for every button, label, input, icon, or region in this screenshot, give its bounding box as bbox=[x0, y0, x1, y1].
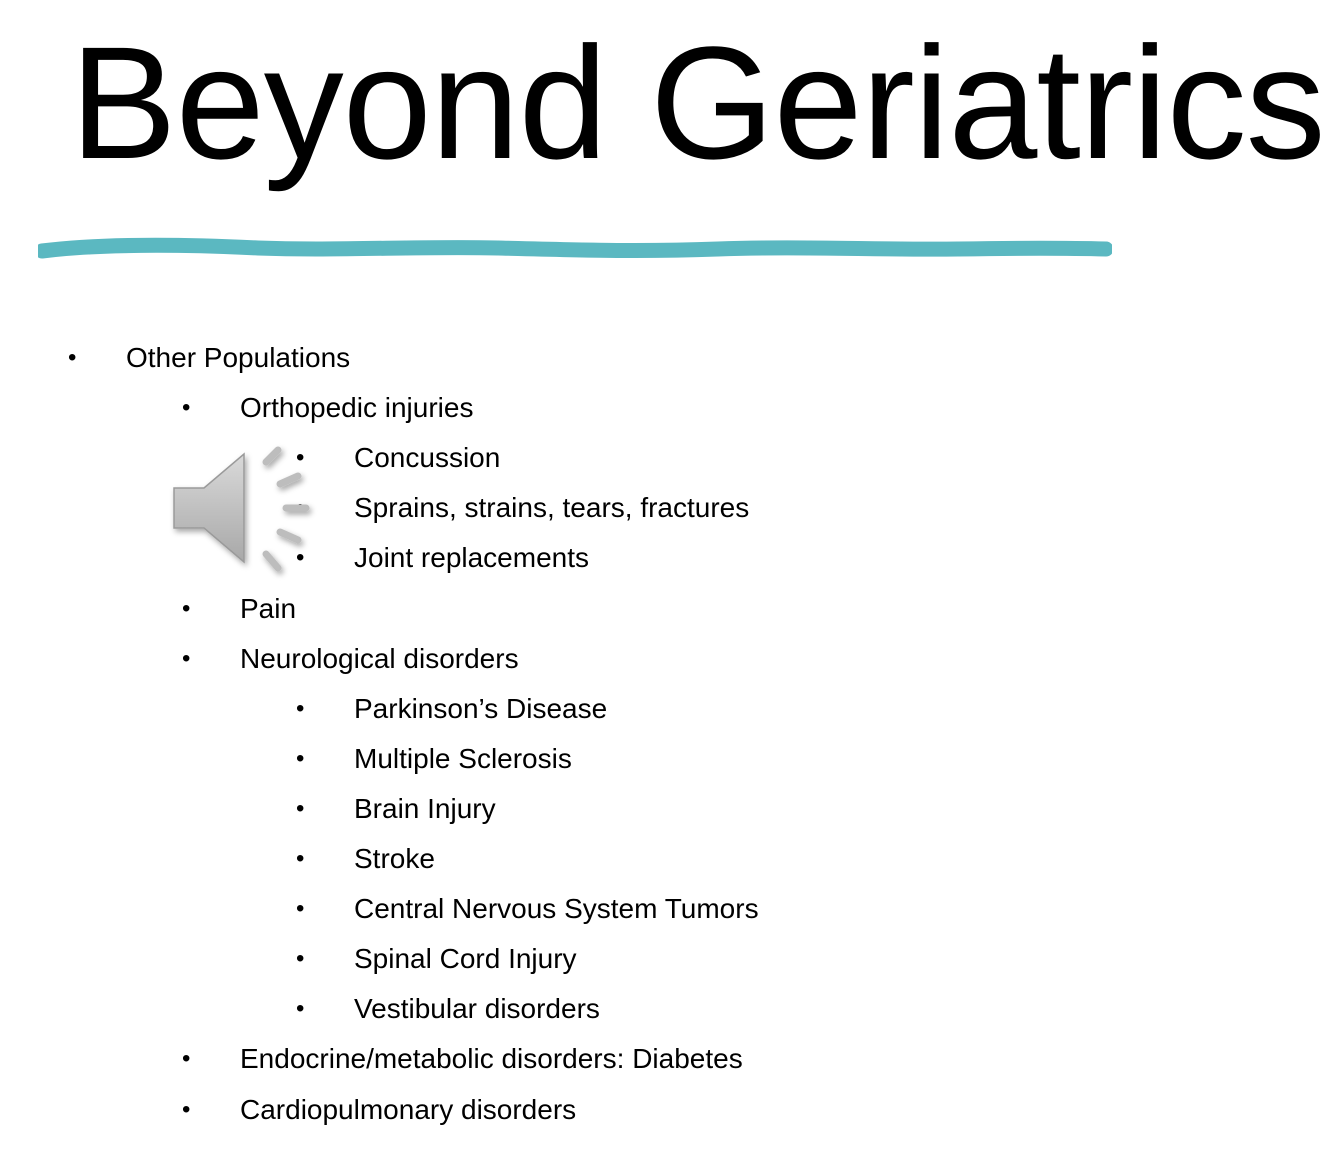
list-item-level-2: Orthopedic injuries bbox=[240, 392, 474, 423]
bullet-marker: • bbox=[182, 394, 191, 421]
bullet-marker: • bbox=[296, 745, 305, 772]
list-item-level-3: Sprains, strains, tears, fractures bbox=[354, 492, 750, 523]
list-item-level-2: Endocrine/metabolic disorders: Diabetes bbox=[240, 1043, 743, 1074]
list-item-level-2: Neurological disorders bbox=[240, 643, 519, 674]
bullet-marker: • bbox=[296, 895, 305, 922]
list-item-level-3: Parkinson’s Disease bbox=[354, 693, 608, 724]
bullet-marker: • bbox=[182, 1045, 191, 1072]
list-item-level-3: Joint replacements bbox=[354, 542, 590, 573]
list-item-level-3: Concussion bbox=[354, 442, 501, 473]
bullet-marker: • bbox=[182, 1096, 191, 1123]
bullet-marker: • bbox=[296, 795, 305, 822]
speaker-icon[interactable] bbox=[160, 440, 320, 590]
bullet-marker: • bbox=[296, 695, 305, 722]
bullet-marker: • bbox=[182, 645, 191, 672]
list-item-level-3: Stroke bbox=[354, 843, 435, 874]
list-item-level-1: Other Populations bbox=[126, 342, 351, 373]
list-item-level-3: Spinal Cord Injury bbox=[354, 943, 577, 974]
bullet-marker: • bbox=[296, 945, 305, 972]
bullet-marker: • bbox=[296, 494, 305, 521]
slide-title: Beyond Geriatrics bbox=[70, 13, 1325, 192]
bullet-marker: • bbox=[296, 995, 305, 1022]
list-item-level-3: Vestibular disorders bbox=[354, 993, 600, 1024]
list-item-level-3: Central Nervous System Tumors bbox=[354, 893, 759, 924]
list-item-level-3: Multiple Sclerosis bbox=[354, 743, 572, 774]
bullet-marker: • bbox=[182, 595, 191, 622]
list-item-level-3: Brain Injury bbox=[354, 793, 496, 824]
bullet-marker: • bbox=[296, 544, 305, 571]
title-divider bbox=[38, 236, 1112, 266]
bullet-marker: • bbox=[296, 845, 305, 872]
list-item-level-2: Cardiopulmonary disorders bbox=[240, 1094, 577, 1125]
list-item-level-2: Pain bbox=[240, 593, 297, 624]
bullet-marker: • bbox=[296, 444, 305, 471]
bullet-marker: • bbox=[68, 344, 77, 371]
